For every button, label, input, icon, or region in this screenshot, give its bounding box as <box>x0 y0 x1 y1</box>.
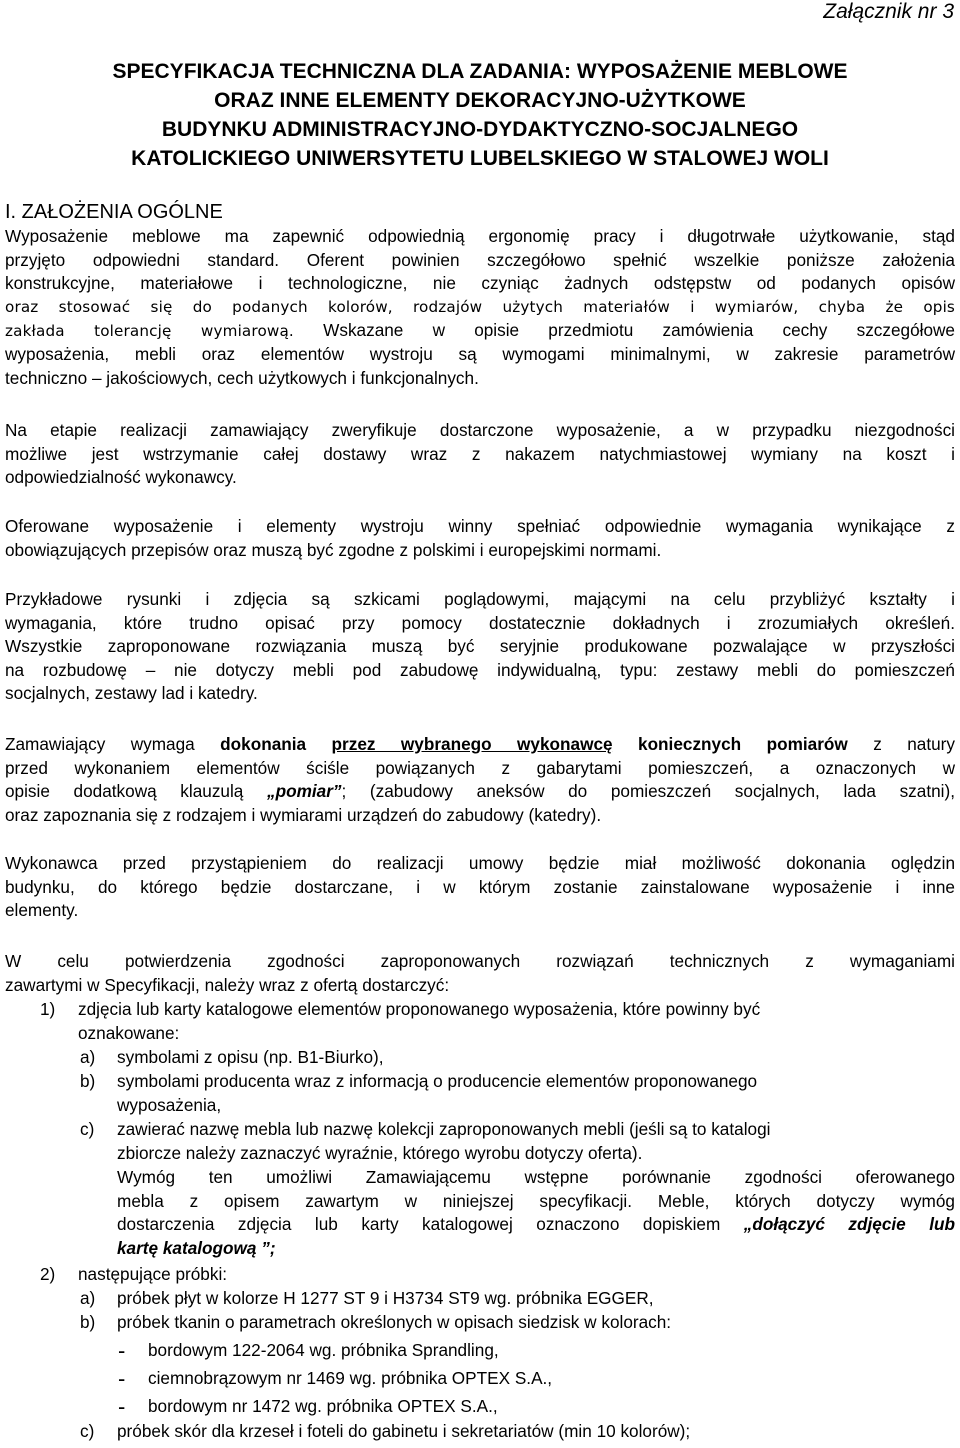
text-line: Wymóg ten umożliwi Zamawiającemu wstępne porównanie zgodności oferowanego <box>117 1167 955 1187</box>
text-line: próbek płyt w kolorze H 1277 ST 9 i H3734 ST9 wg. próbnika EGGER, <box>117 1288 654 1308</box>
list-letter: b) <box>80 1312 96 1332</box>
text-line: wyposażenia, <box>117 1094 222 1115</box>
text-line: mebla z opisem zawartym w niniejszej specyfikacji. Meble, których dotyczy wymóg <box>117 1190 955 1211</box>
text-line: zawierać nazwę mebla lub nazwę kolekcji zaproponowanych mebli (jeśli są to katalogi <box>117 1119 771 1139</box>
list-number: 2) <box>40 1264 56 1284</box>
text-line: Na etapie realizacji zamawiający zweryfikuje dostarczone wyposażenie, a w przypadku niezgodności <box>5 420 955 440</box>
document-title <box>20 57 940 173</box>
annotation-italic: kartę katalogową ”; <box>117 1237 276 1258</box>
text-span: Zamawiający wymaga <box>5 734 221 754</box>
text-line: symbolami z opisu (np. B1-Biurko), <box>117 1047 384 1067</box>
section-heading: I. ZAŁOŻENIA OGÓLNE <box>5 201 223 223</box>
text-span: ; (zabudowy aneksów do pomieszczeń socjalnych, lada szatni), <box>341 781 955 802</box>
list-text <box>117 1118 770 1165</box>
text-line: Wykonawca przed przystąpieniem do realizacji umowy będzie miał możliwość dokonania oględzin <box>5 853 955 873</box>
list-text <box>148 1395 498 1419</box>
paragraph-measurements <box>5 733 955 827</box>
text-line: możliwe jest wstrzymanie całej dostawy wraz z nakazem natychmiastowej wymiany na koszt i <box>5 443 955 464</box>
list-text <box>78 998 760 1045</box>
paragraph-verification <box>5 419 955 490</box>
dash-bullet: - <box>118 1338 126 1363</box>
text-line: oznakowane: <box>78 1022 180 1043</box>
text-line: wyposażenia, mebli oraz elementów wystroju są wymogami minimalnymi, w zakresie parametrów <box>5 343 955 364</box>
text-line <box>117 1237 955 1261</box>
text-line: W celu potwierdzenia zgodności zaproponowanych rozwiązań technicznych z wymaganiami <box>5 951 955 971</box>
text-line: budynku, do którego będzie dostarczane, i w którym zostanie zainstalowane wyposażenie i inne <box>5 876 955 897</box>
list-letter: c) <box>80 1421 95 1441</box>
text-line: Wszystkie zaproponowane rozwiązania muszą być seryjnie produkowane pozwalające w przyszłości <box>5 636 955 657</box>
paragraph-inspection <box>5 852 955 923</box>
list-letter: a) <box>80 1047 96 1067</box>
text-line <box>5 319 955 343</box>
text-span: Oferent powinien szczegółowo spełnić wszelkie poniższe założenia <box>306 249 955 270</box>
text-line: próbek tkanin o parametrach określonych w opisach siedzisk w kolorach: <box>117 1312 672 1332</box>
underlined-span: przez wybranego wykonawcę <box>331 734 613 754</box>
text-span: zakłada tolerancję wymiarową. <box>5 322 294 341</box>
text-line <box>5 249 955 273</box>
text-span: dostarczenia zdjęcia lub karty katalogowej oznaczono dopiskiem <box>117 1214 744 1235</box>
clause-pomiar: „pomiar” <box>267 781 342 802</box>
text-line: oraz stosować się do podanych kolorów, rodzajów użytych materiałów i wymiarów, chyba że opis <box>5 297 955 316</box>
title-line: BUDYNKU ADMINISTRACYJNO-DYDAKTYCZNO-SOCJALNEGO <box>161 118 799 141</box>
text-line: następujące próbki: <box>78 1264 228 1284</box>
list-letter: b) <box>80 1071 96 1091</box>
list-number: 1) <box>40 999 56 1019</box>
text-span: opisie dodatkową klauzulą <box>5 781 267 802</box>
text-line: wymagania, które trudno opisać przy pomocy dostatecznie dokładnych i zrozumiałych określeń. <box>5 612 955 633</box>
text-line: próbek skór dla krzeseł i foteli do gabinetu i sekretariatów (min 10 kolorów); <box>117 1421 691 1441</box>
text-line: bordowym nr 1472 wg. próbnika OPTEX S.A., <box>148 1396 498 1416</box>
title-line: ORAZ INNE ELEMENTY DEKORACYJNO-UŻYTKOWE <box>214 89 746 112</box>
text-line: odpowiedzialność wykonawcy. <box>5 467 237 488</box>
text-line: na rozbudowę – nie dotyczy mebli pod zabudowę indywidualną, typu: zestawy mebli do pomieszczeń <box>5 659 955 680</box>
text-span: Wskazane w opisie przedmiotu zamówienia cechy szczegółowe <box>323 320 955 341</box>
annex-label: Załącznik nr 3 <box>823 0 954 23</box>
text-line: bordowym 122-2064 wg. próbnika Sprandling, <box>148 1340 499 1360</box>
paragraph-general-1 <box>5 225 955 390</box>
text-line <box>5 733 955 757</box>
list-letter: c) <box>80 1119 95 1139</box>
text-line: konstrukcyjne, materiałowe i technologiczne, nie czyniąc żadnych odstępstw od podanych opisów <box>5 273 955 294</box>
paragraph-standards <box>5 515 955 562</box>
text-line: symbolami producenta wraz z informacją o producencie elementów proponowanego <box>117 1071 758 1091</box>
note-text <box>117 1166 955 1260</box>
list-text <box>117 1420 690 1444</box>
text-line: Przykładowe rysunki i zdjęcia są szkicami poglądowymi, mającymi na celu przybliżyć kształty i <box>5 589 955 609</box>
text-line <box>5 780 955 804</box>
title-line: SPECYFIKACJA TECHNICZNA DLA ZADANIA: WYPOSAŻENIE MEBLOWE <box>112 60 848 83</box>
list-text <box>117 1287 654 1311</box>
text-line: Oferowane wyposażenie i elementy wystroju winny spełniać odpowiednie wymagania wynikające z <box>5 516 955 536</box>
list-text <box>117 1046 384 1070</box>
bold-span: koniecznych pomiarów <box>612 734 848 754</box>
list-letter: a) <box>80 1288 96 1308</box>
list-text <box>78 1263 227 1287</box>
text-line: zbiorcze należy zaznaczyć wyraźnie, którego wyrobu dotyczy oferta). <box>117 1142 643 1163</box>
text-line: techniczno – jakościowych, cech użytkowych i funkcjonalnych. <box>5 367 479 388</box>
dash-bullet: - <box>118 1394 126 1419</box>
text-span: z natury <box>847 734 955 754</box>
dash-bullet: - <box>118 1366 126 1391</box>
list-text <box>148 1367 552 1391</box>
list-text <box>117 1311 671 1335</box>
text-line: przed wykonaniem elementów ściśle powiązanych z gabarytami pomieszczeń, a oznaczonych w <box>5 757 955 778</box>
annotation-italic: „dołączyć zdjęcie lub <box>743 1214 955 1235</box>
text-span: przyjęto odpowiedni standard. <box>5 249 280 270</box>
text-line: elementy. <box>5 900 79 921</box>
text-line <box>117 1213 955 1237</box>
text-line: obowiązujących przepisów oraz muszą być zgodne z polskimi i europejskimi normami. <box>5 539 662 560</box>
paragraph-documents <box>5 950 955 997</box>
text-line: zawartymi w Specyfikacji, należy wraz z ofertą dostarczyć: <box>5 974 450 995</box>
bold-span: dokonania <box>220 734 332 754</box>
text-line: oraz zapoznania się z rodzajem i wymiarami urządzeń do zabudowy (katedry). <box>5 804 602 825</box>
paragraph-drawings <box>5 588 955 706</box>
text-line: ciemnobrązowym nr 1469 wg. próbnika OPTEX S.A., <box>148 1368 553 1388</box>
title-line: KATOLICKIEGO UNIWERSYTETU LUBELSKIEGO W STALOWEJ WOLI <box>131 147 829 170</box>
list-text <box>117 1070 757 1117</box>
text-line: socjalnych, zestawy lad i katedry. <box>5 683 258 704</box>
list-text <box>148 1339 499 1363</box>
text-line: Wyposażenie meblowe ma zapewnić odpowiednią ergonomię pracy i długotrwałe użytkowanie, stąd <box>5 226 955 246</box>
text-line: zdjęcia lub karty katalogowe elementów proponowanego wyposażenia, które powinny być <box>78 999 761 1019</box>
